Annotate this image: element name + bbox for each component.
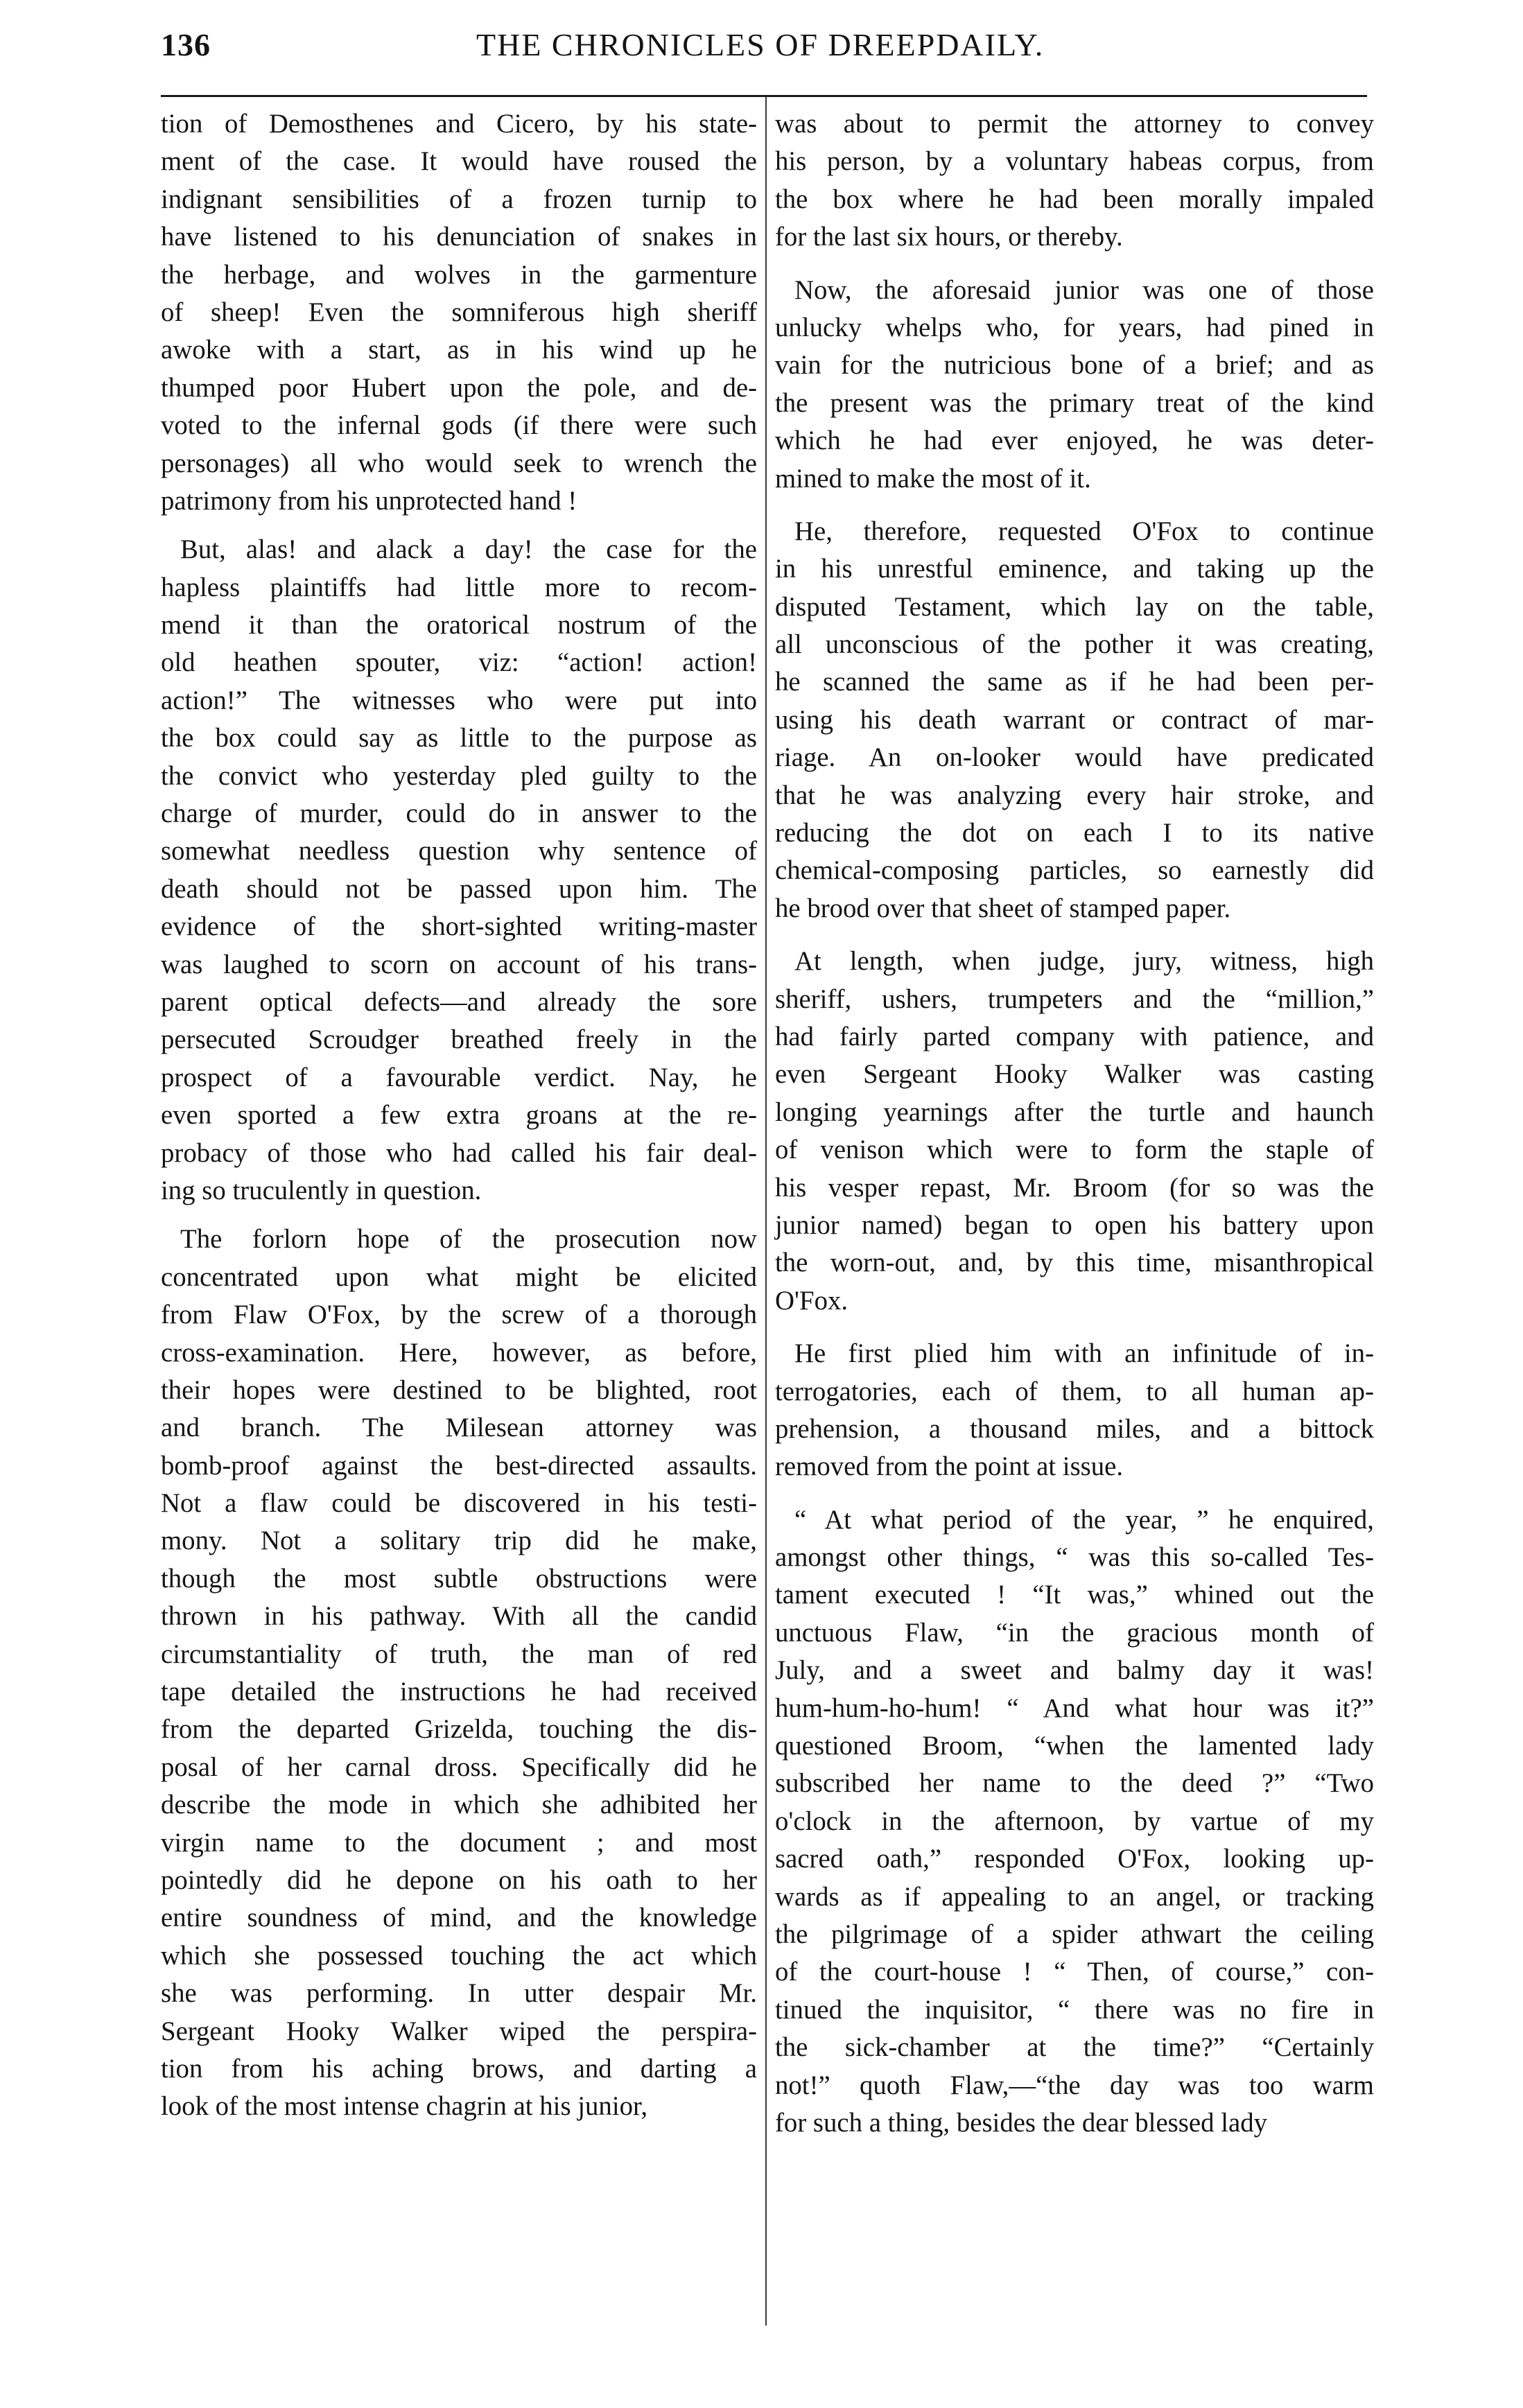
text-line: But, alas! and alack a day! the case for the	[180, 534, 757, 565]
text-line: describe the mode in which she adhibited her	[161, 1790, 757, 1820]
text-line: from Flaw O'Fox, by the screw of a thorough	[161, 1300, 757, 1330]
text-line: and branch. The Milesean attorney was	[161, 1413, 757, 1443]
text-line: was about to permit the attorney to convey	[775, 109, 1374, 139]
text-line: circumstantiality of truth, the man of red	[161, 1639, 757, 1669]
text-line: persecuted Scroudger breathed freely in the	[161, 1024, 757, 1055]
paragraph-gap	[161, 1210, 757, 1221]
text-line: old heathen spouter, viz: “action! action!	[161, 647, 757, 678]
paragraph	[161, 1221, 757, 2125]
text-line: entire soundness of mind, and the knowledge	[161, 1903, 757, 1933]
column-divider	[765, 97, 767, 2326]
text-line: have listened to his denunciation of snakes in	[161, 222, 757, 252]
text-line: of venison which were to form the staple of	[775, 1135, 1374, 1165]
text-line: somewhat needless question why sentence of	[161, 836, 757, 866]
text-line: vain for the nutricious bone of a brief; and as	[775, 350, 1374, 381]
page-header	[161, 26, 1368, 82]
text-line: look of the most intense chagrin at his junior,	[161, 2091, 648, 2122]
text-line: longing yearnings after the turtle and haunch	[775, 1097, 1374, 1127]
text-line: all unconscious of the pother it was creating,	[775, 629, 1374, 660]
text-line: Not a flaw could be discovered in his testi-	[161, 1488, 757, 1519]
text-line: o'clock in the afternoon, by vartue of my	[775, 1806, 1374, 1836]
text-line: He first plied him with an infinitude of in-	[794, 1338, 1374, 1369]
text-line: He, therefore, requested O'Fox to continue	[794, 516, 1374, 546]
text-line: the box could say as little to the purpose as	[161, 723, 757, 753]
text-line: which he had ever enjoyed, he was deter-	[775, 426, 1374, 456]
text-line: questioned Broom, “when the lamented lady	[775, 1731, 1374, 1761]
text-line: prehension, a thousand miles, and a bittock	[775, 1413, 1374, 1444]
text-line: tape detailed the instructions he had received	[161, 1677, 757, 1707]
text-line: mend it than the oratorical nostrum of the	[161, 610, 757, 640]
text-line: the present was the primary treat of the kind	[775, 387, 1374, 418]
text-line: tament executed ! “It was,” whined out the	[775, 1580, 1374, 1610]
text-line: personages) all who would seek to wrench the	[161, 448, 757, 478]
text-line: hapless plaintiffs had little more to recom-	[161, 572, 757, 602]
paragraph	[775, 943, 1374, 1320]
text-line: July, and a sweet and balmy day it was!	[775, 1655, 1374, 1686]
text-line: the pilgrimage of a spider athwart the ceiling	[775, 1919, 1374, 1949]
text-line: the box where he had been morally impaled	[775, 184, 1374, 214]
text-line: their hopes were destined to be blighted, root	[161, 1375, 757, 1405]
text-line: evidence of the short-sighted writing-master	[161, 911, 757, 942]
page-number: 136	[161, 27, 211, 62]
text-line: the convict who yesterday pled guilty to the	[161, 760, 757, 791]
text-line: At length, when judge, jury, witness, high	[794, 946, 1374, 977]
text-line: removed from the point at issue.	[775, 1451, 1124, 1482]
text-line: hum-hum-ho-hum! “ And what hour was it?”	[775, 1693, 1374, 1723]
text-line: tinued the inquisitor, “ there was no fire in	[775, 1994, 1374, 2025]
text-line: mony. Not a solitary trip did he make,	[161, 1526, 757, 1556]
text-line: disputed Testament, which lay on the table,	[775, 591, 1374, 622]
text-line: unctuous Flaw, “in the gracious month of	[775, 1617, 1374, 1648]
text-line: even sported a few extra groans at the re-	[161, 1100, 757, 1131]
text-line: his vesper repast, Mr. Broom (for so was the	[775, 1172, 1374, 1203]
text-line: chemical-composing particles, so earnestly did	[775, 855, 1374, 886]
text-line: the sick-chamber at the time?” “Certainly	[775, 2032, 1374, 2063]
header-rule	[161, 95, 1367, 97]
paragraph	[775, 272, 1374, 498]
text-line: thrown in his pathway. With all the candid	[161, 1601, 757, 1632]
text-line: posal of her carnal dross. Specifically did he	[161, 1752, 757, 1782]
paragraph	[775, 105, 1374, 256]
left-column	[161, 105, 757, 2126]
text-line: The forlorn hope of the prosecution now	[180, 1224, 757, 1255]
text-line: wards as if appealing to an angel, or tracking	[775, 1881, 1374, 1912]
paragraph	[775, 1335, 1374, 1486]
text-line: awoke with a start, as in his wind up he	[161, 335, 757, 365]
text-line: not!” quoth Flaw,—“the day was too warm	[775, 2070, 1374, 2100]
paragraph-gap	[775, 1320, 1374, 1335]
text-line: riage. An on-looker would have predicated	[775, 742, 1374, 773]
text-line: probacy of those who had called his fair deal-	[161, 1137, 757, 1168]
paragraph	[161, 105, 757, 520]
paragraph-gap	[775, 498, 1374, 513]
text-line: voted to the infernal gods (if there were such	[161, 410, 757, 441]
text-line: death should not be passed upon him. The	[161, 873, 757, 904]
text-line: action!” The witnesses who were put into	[161, 685, 757, 715]
text-line: sheriff, ushers, trumpeters and the “million,”	[775, 984, 1374, 1014]
text-line: prospect of a favourable verdict. Nay, he	[161, 1062, 757, 1092]
text-line: of the court-house ! “ Then, of course,” con-	[775, 1957, 1374, 1987]
text-line: in his unrestful eminence, and taking up the	[775, 554, 1374, 584]
text-line: which she possessed touching the act which	[161, 1940, 757, 1971]
text-line: the herbage, and wolves in the garmenture	[161, 259, 757, 290]
text-line: O'Fox.	[775, 1285, 848, 1316]
text-line: bomb-proof against the best-directed assaults.	[161, 1450, 757, 1481]
text-line: she was performing. In utter despair Mr.	[161, 1978, 757, 2009]
text-line: of sheep! Even the somniferous high sheriff	[161, 297, 757, 327]
text-line: he brood over that sheet of stamped paper.	[775, 893, 1231, 923]
text-line: sacred oath,” responded O'Fox, looking up-	[775, 1844, 1374, 1874]
right-column	[775, 105, 1374, 2142]
text-line: for the last six hours, or thereby.	[775, 222, 1123, 252]
text-line: from the departed Grizelda, touching the dis-	[161, 1714, 757, 1745]
text-line: Now, the aforesaid junior was one of those	[794, 274, 1374, 305]
text-line: tion of Demosthenes and Cicero, by his state-	[161, 109, 757, 139]
text-line: unlucky whelps who, for years, had pined in	[775, 312, 1374, 342]
text-line: ment of the case. It would have roused the	[161, 146, 757, 177]
text-line: the worn-out, and, by this time, misanthropical	[775, 1248, 1374, 1278]
text-line: he scanned the same as if he had been per-	[775, 667, 1374, 697]
text-line: was laughed to scorn on account of his trans-	[161, 949, 757, 979]
text-line: cross-examination. Here, however, as before,	[161, 1337, 757, 1368]
paragraph-gap	[775, 927, 1374, 943]
paragraph-gap	[775, 1486, 1374, 1501]
text-line: thumped poor Hubert upon the pole, and de-	[161, 372, 757, 403]
paragraph	[775, 1501, 1374, 2143]
text-line: Sergeant Hooky Walker wiped the perspira-	[161, 2016, 757, 2046]
text-line: terrogatories, each of them, to all human ap-	[775, 1376, 1374, 1406]
text-line: indignant sensibilities of a frozen turnip to	[161, 184, 757, 214]
text-line: tion from his aching brows, and darting a	[161, 2053, 757, 2084]
text-line: his person, by a voluntary habeas corpus, from	[775, 146, 1374, 177]
text-line: “ At what period of the year, ” he enquired,	[794, 1504, 1374, 1535]
text-line: though the most subtle obstructions were	[161, 1563, 757, 1594]
text-line: mined to make the most of it.	[775, 463, 1091, 494]
text-line: using his death warrant or contract of mar-	[775, 704, 1374, 735]
text-line: even Sergeant Hooky Walker was casting	[775, 1059, 1374, 1090]
paragraph-gap	[161, 520, 757, 531]
text-line: charge of murder, could do in answer to the	[161, 799, 757, 829]
paragraph	[161, 531, 757, 1210]
text-line: parent optical defects—and already the sore	[161, 986, 757, 1017]
text-line: that he was analyzing every hair stroke, and	[775, 780, 1374, 810]
paragraph-gap	[775, 256, 1374, 272]
text-line: patrimony from his unprotected hand !	[161, 485, 577, 516]
paragraph	[775, 513, 1374, 927]
text-line: concentrated upon what might be elicited	[161, 1262, 757, 1292]
text-line: amongst other things, “ was this so-called Tes-	[775, 1542, 1374, 1573]
text-line: junior named) began to open his battery upon	[775, 1210, 1374, 1240]
text-line: subscribed her name to the deed ?” “Two	[775, 1768, 1374, 1799]
text-line: pointedly did he depone on his oath to her	[161, 1865, 757, 1895]
text-line: had fairly parted company with patience, and	[775, 1021, 1374, 1052]
text-line: ing so truculently in question.	[161, 1175, 482, 1205]
running-title: THE CHRONICLES OF DREEPDAILY.	[476, 27, 1045, 62]
text-line: for such a thing, besides the dear blessed lady	[775, 2107, 1267, 2138]
text-line: virgin name to the document ; and most	[161, 1827, 757, 1858]
text-line: reducing the dot on each I to its native	[775, 818, 1374, 848]
